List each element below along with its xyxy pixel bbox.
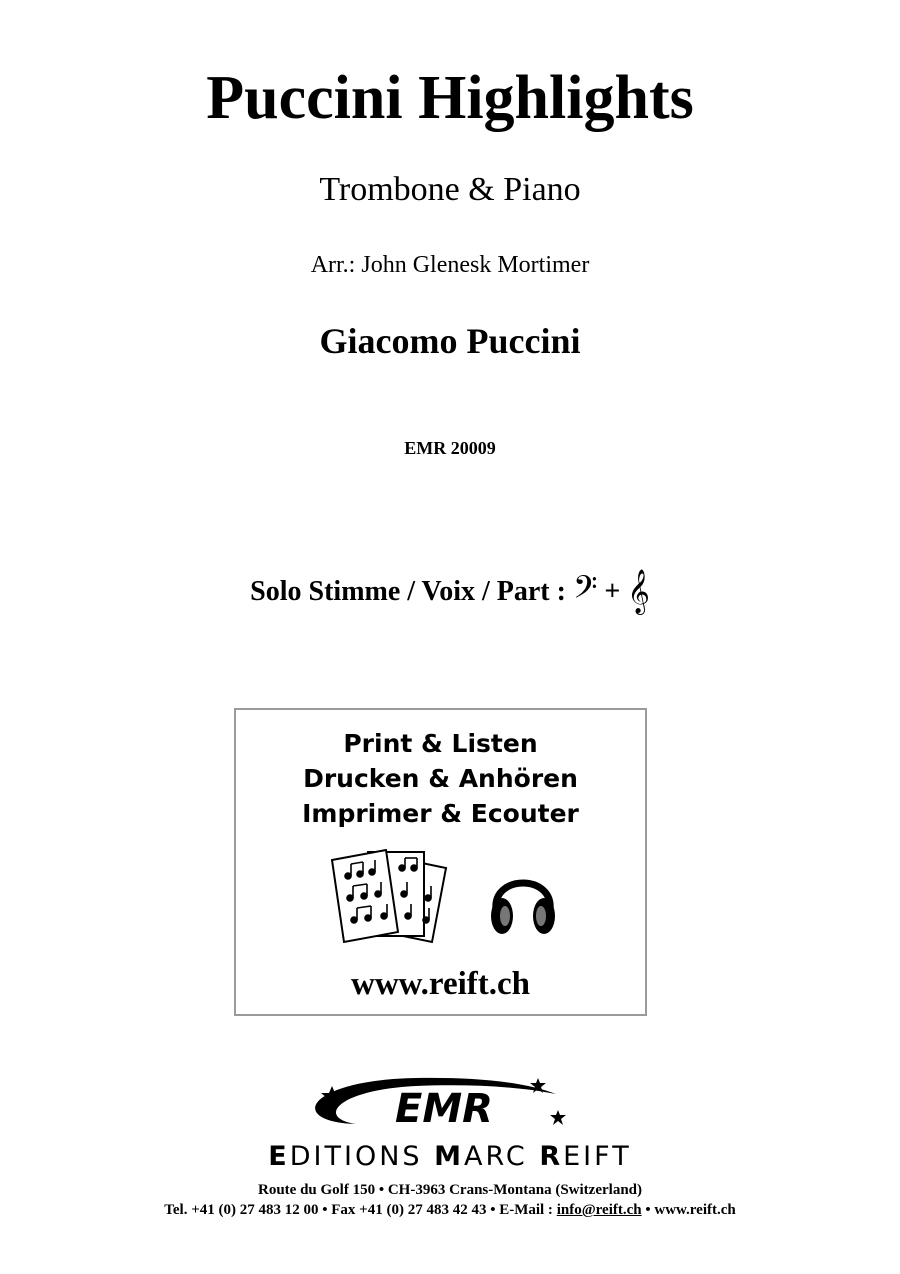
print-listen-box[interactable]: [234, 708, 647, 1016]
promo-line-de: Drucken & Anhören: [303, 764, 578, 793]
publisher-address: Route du Golf 150 • CH-3963 Crans-Montana (Switzerland): [258, 1182, 642, 1198]
emr-logo: [296, 1072, 576, 1138]
part-line: [0, 568, 900, 615]
page-title: Puccini Highlights: [206, 64, 694, 132]
treble-clef-icon: 𝄞: [627, 569, 650, 613]
headphones-icon: [488, 860, 558, 940]
catalog-number: EMR 20009: [404, 438, 496, 458]
promo-website-link[interactable]: www.reift.ch: [350, 966, 531, 1002]
bass-clef-icon: 𝄢: [572, 569, 598, 613]
logo-wordmark: EMR: [395, 1086, 493, 1132]
part-plus: +: [604, 576, 621, 607]
promo-line-en: Print & Listen: [343, 729, 538, 758]
part-label: Solo Stimme / Voix / Part :: [250, 576, 566, 607]
sheet-music-icon: [328, 846, 458, 946]
instrumentation: Trombone & Piano: [319, 171, 581, 208]
publisher-name: EDITIONS MARC REIFT: [268, 1141, 632, 1172]
promo-line-fr: Imprimer & Ecouter: [302, 799, 579, 828]
composer-name: Giacomo Puccini: [319, 321, 581, 361]
contact-phone-fax: Tel. +41 (0) 27 483 12 00 • Fax +41 (0) 27 483 42 43 • E-Mail :: [164, 1202, 557, 1218]
publisher-contact: [0, 1200, 900, 1220]
email-link[interactable]: info@reift.ch: [556, 1202, 642, 1218]
contact-website[interactable]: • www.reift.ch: [641, 1202, 736, 1218]
arranger-credit: Arr.: John Glenesk Mortimer: [310, 252, 590, 278]
